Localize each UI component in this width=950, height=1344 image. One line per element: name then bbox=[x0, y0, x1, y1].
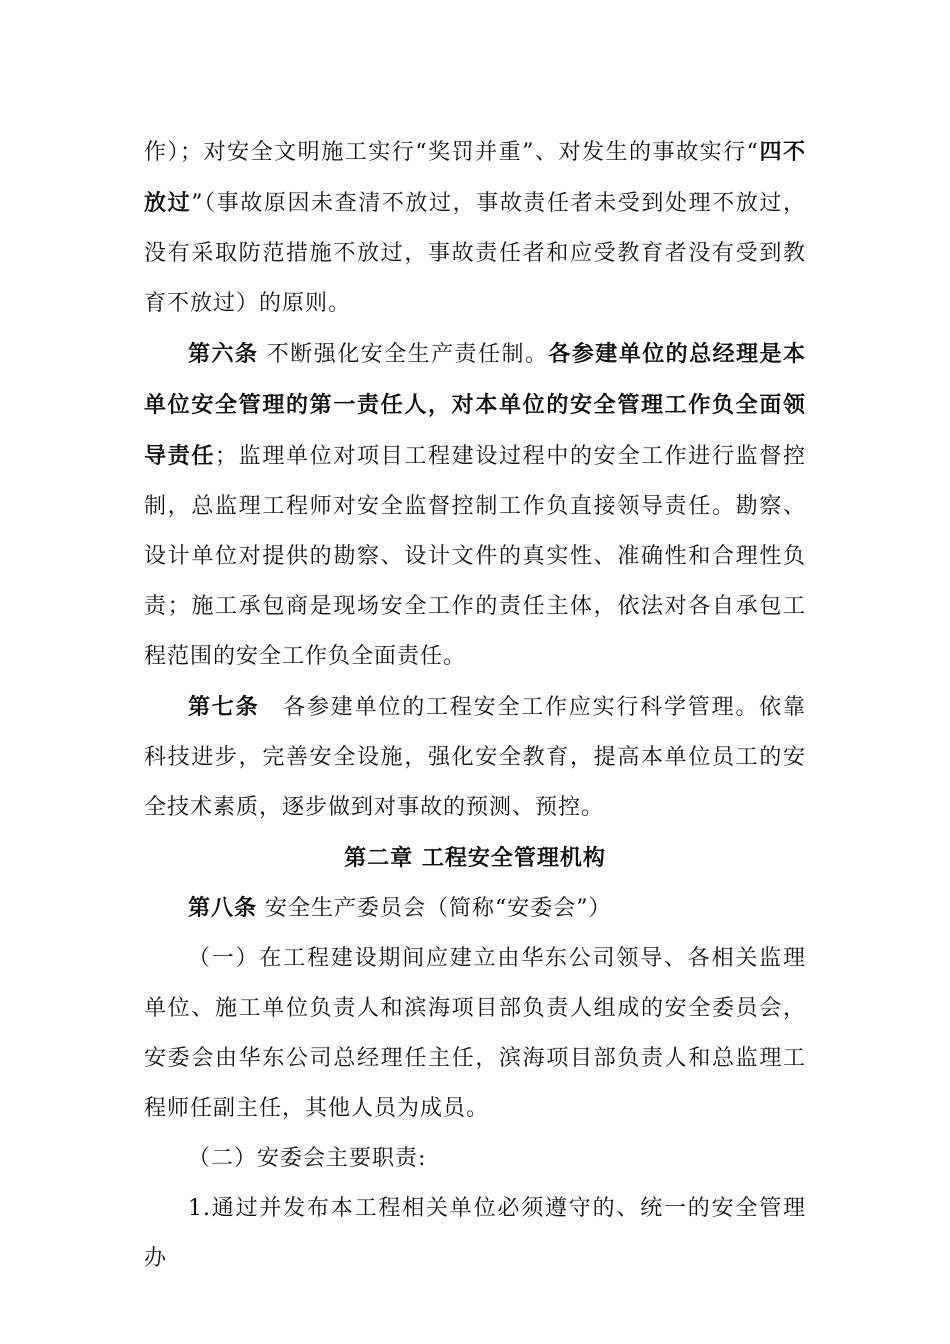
document-body bbox=[144, 127, 806, 1284]
paragraph-text: 作）；对安全文明施工实行“奖罚并重”、对发生的事故实行“ bbox=[144, 140, 759, 165]
article-label: 第六条 bbox=[188, 341, 259, 367]
paragraph-principle bbox=[144, 127, 806, 329]
article-label: 第七条 bbox=[188, 694, 260, 720]
paragraph-text: 不断强化安全生产责任制。 bbox=[258, 342, 549, 367]
paragraph-text: 各参建单位的工程安全工作应实行科学管理。依靠科技进步，完善安全设施，强化安全教育，提高本单位员工的安全技术素质，逐步做到对事故的预测、预控。 bbox=[144, 695, 806, 820]
article-6 bbox=[144, 329, 806, 682]
article-8 bbox=[144, 883, 806, 934]
paragraph-text: 安全生产委员会（简称“安委会”） bbox=[257, 896, 612, 921]
article-label: 第八条 bbox=[188, 895, 258, 921]
list-item-2: （二）安委会主要职责: bbox=[188, 1146, 427, 1171]
list-item-1: （一）在工程建设期间应建立由华东公司领导、各相关监理单位、施工单位负责人和滨海项目部负责人组成的安全委员会，安委会由华东公司总经理任主任，滨海项目部负责人和总监理工程师任副主任，其他人员为成员。 bbox=[144, 946, 806, 1121]
paragraph-text: ”（事故原因未查清不放过，事故责任者未受到处理不放过，没有采取防范措施不放过，事故责任者和应受教育者没有受到教育不放过）的原则。 bbox=[144, 191, 806, 316]
article-7 bbox=[144, 682, 806, 833]
chapter-heading: 第二章 工程安全管理机构 bbox=[344, 845, 606, 871]
bold-phrase: 各参建单位的总经理是本单位安全管理的第一责任人，对本单位的安全管理工作负全面领导责任 bbox=[144, 341, 806, 469]
paragraph-text: ；监理单位对项目工程建设过程中的安全工作进行监督控制，总监理工程师对安全监督控制工作负直接领导责任。勘察、设计单位对提供的勘察、设计文件的真实性、准确性和合理性负责；施工承包商是现场安全工作的责任主体，依法对各自承包工程范围的安全工作负全面责任。 bbox=[144, 444, 806, 669]
bold-phrase: 四不放过 bbox=[144, 139, 806, 216]
list-item-3: 1.通过并发布本工程相关单位必须遵守的、统一的安全管理办 bbox=[144, 1196, 806, 1271]
